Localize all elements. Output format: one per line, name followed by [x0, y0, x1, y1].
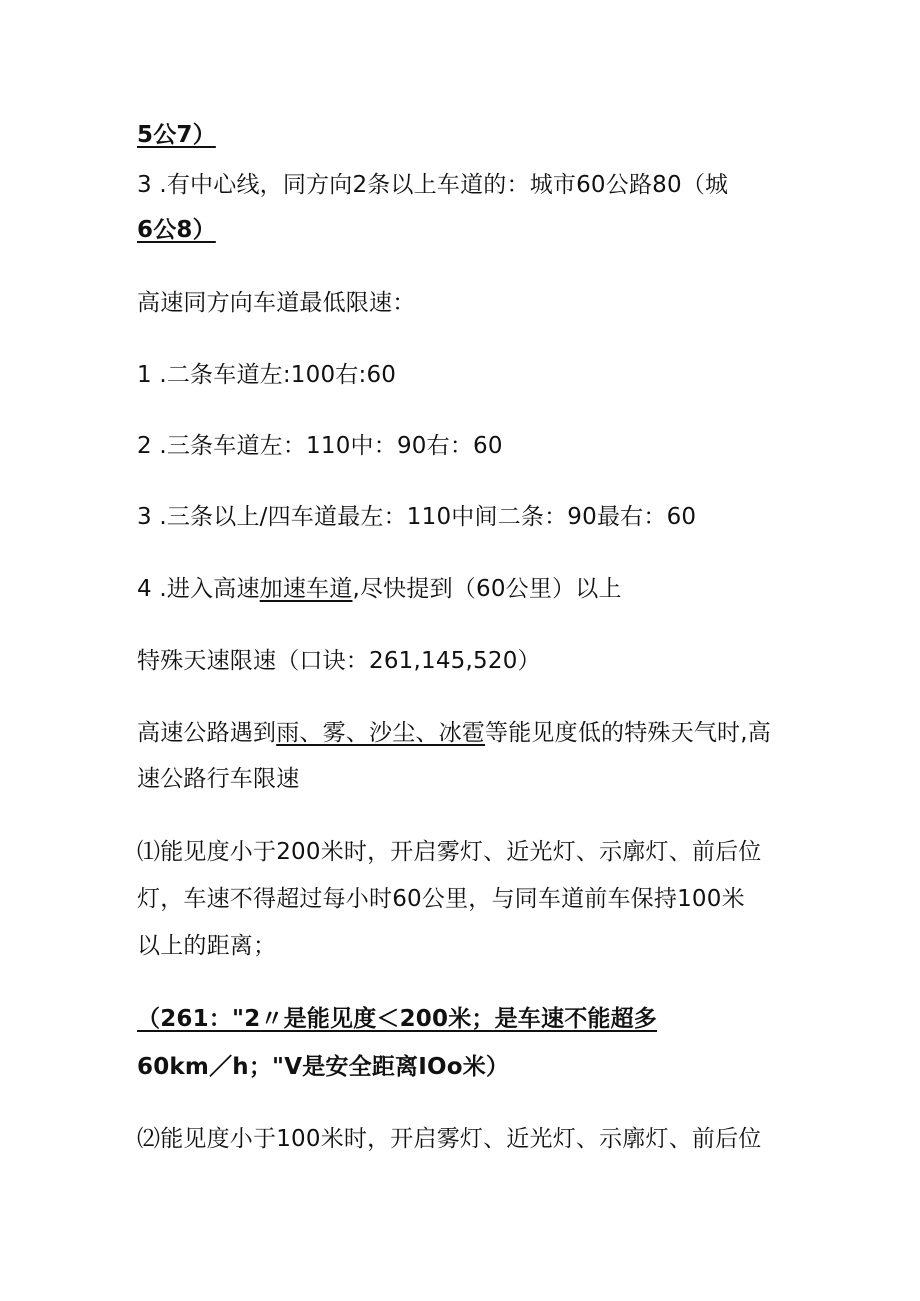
- underlined-term-accel-lane: 加速车道: [259, 576, 353, 602]
- text-line-3: 6公8）: [137, 217, 216, 243]
- text-line-weather-intro: [137, 718, 771, 748]
- mnemonic-note-line-1: （261："2〃是能见度＜200米；是车速不能超多: [137, 1006, 658, 1032]
- text-line-2: 3 .有中心线，同方向2条以上车道的：城市60公路80（城: [137, 172, 729, 198]
- section-heading-special-weather: 特殊天速限速（口诀：261,145,520）: [137, 648, 541, 674]
- text-line-accel-lane: [137, 574, 622, 604]
- text-span: 4 .进入高速: [137, 576, 260, 602]
- text-span: ,尽快提到（60公里）以上: [352, 576, 622, 602]
- text-line-visibility-200-end: 以上的距离；: [137, 933, 277, 959]
- text-span: 高速公路遇到: [137, 720, 277, 746]
- section-heading-min-speed: 高速同方向车道最低限速：: [137, 290, 416, 316]
- text-line-four-lanes: 3 .三条以上/四车道最左：110中间二条：90最右：60: [137, 504, 697, 530]
- text-line-visibility-200: ⑴能见度小于200米时，开启雾灯、近光灯、示廓灯、前后位: [137, 839, 762, 865]
- underlined-term-weather: 雨、雾、沙尘、冰雹: [276, 720, 486, 746]
- mnemonic-note-line-2: 60km／h；"V是安全距离IOo米）: [137, 1054, 510, 1080]
- text-line-two-lanes: 1 .二条车道左:100右:60: [137, 362, 397, 388]
- text-line-visibility-200-cont: 灯，车速不得超过每小时60公里，与同车道前车保持100米: [137, 886, 745, 912]
- text-line-weather-intro-cont: 速公路行车限速: [137, 766, 300, 792]
- text-line-three-lanes: 2 .三条车道左：110中：90右：60: [137, 433, 503, 459]
- text-span: 等能见度低的特殊天气时,高: [485, 720, 771, 746]
- text-line-1: 5公7）: [137, 122, 216, 148]
- text-line-visibility-100: ⑵能见度小于100米时，开启雾灯、近光灯、示廓灯、前后位: [137, 1126, 762, 1152]
